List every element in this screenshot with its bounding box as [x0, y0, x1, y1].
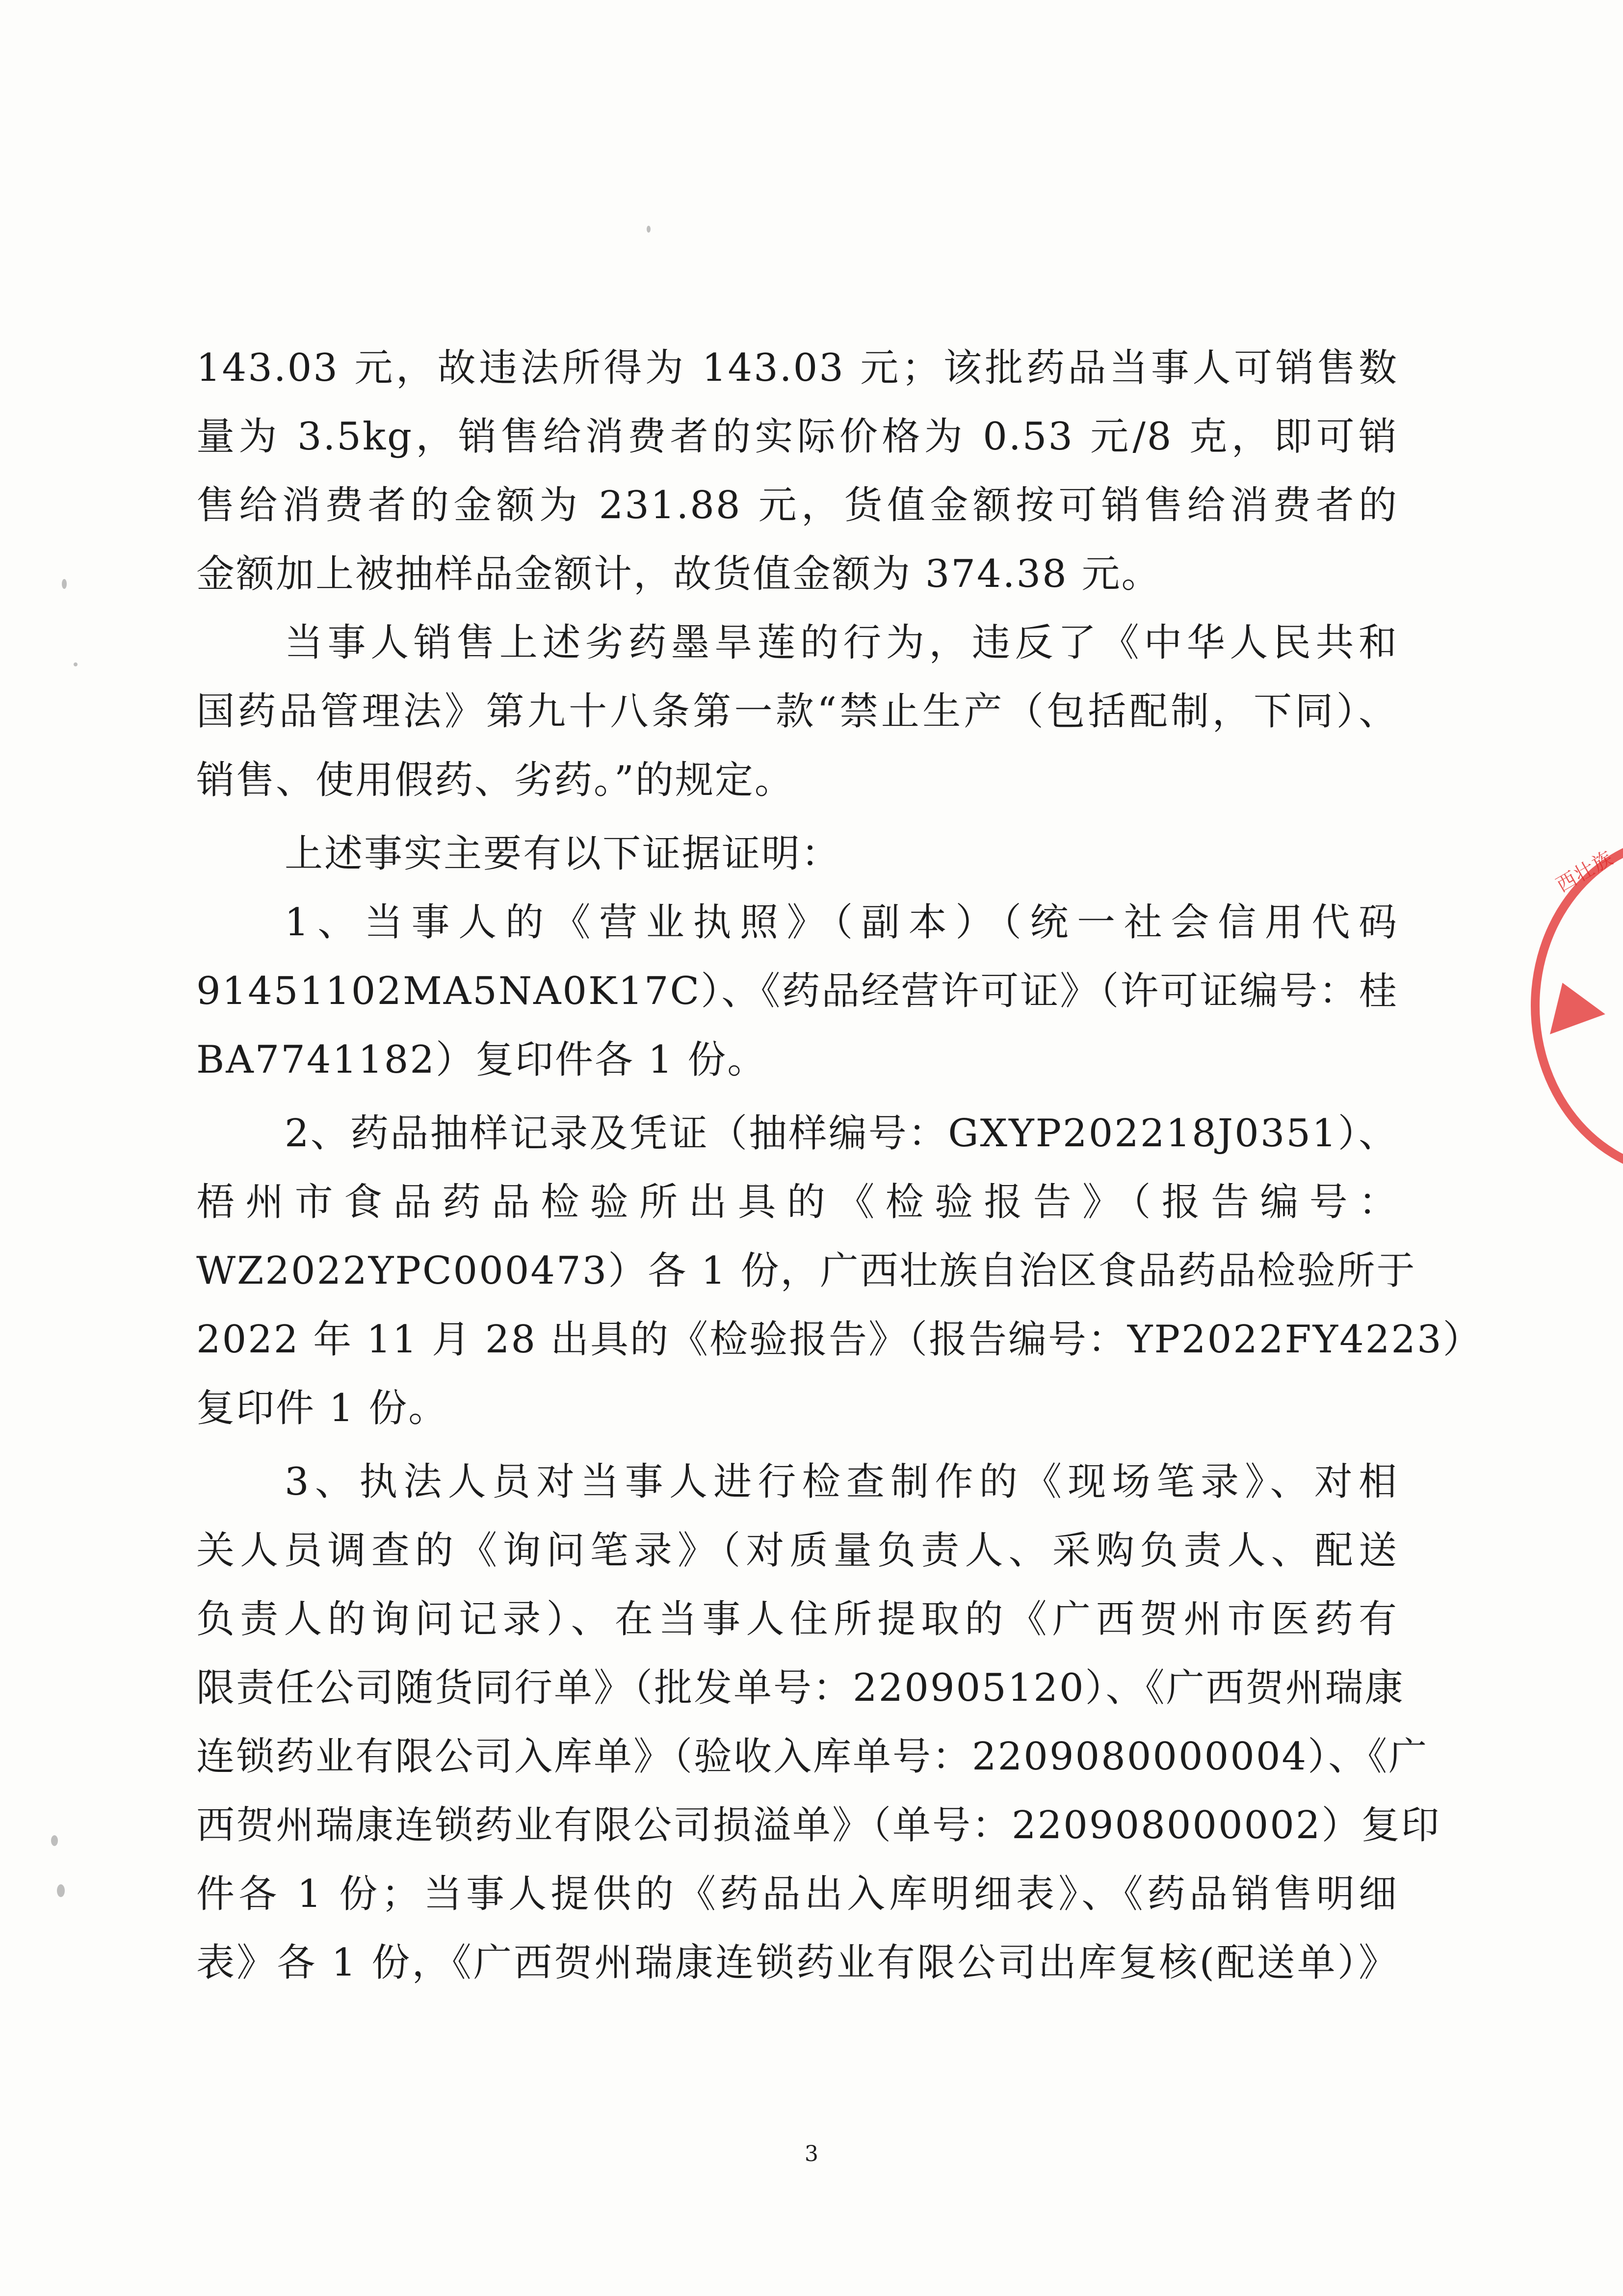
text-line: 量为 3.5kg，销售给消费者的实际价格为 0.53 元/8 克，即可销 — [196, 415, 1398, 459]
page-number: 3 — [805, 2141, 818, 2166]
text-line: 件各 1 份；当事人提供的《药品出入库明细表》、《药品销售明细 — [196, 1872, 1398, 1916]
scan-speck — [57, 1884, 65, 1897]
text-line: 限责任公司随货同行单》（批发单号：220905120）、《广西贺州瑞康 — [196, 1666, 1405, 1710]
text-line: 91451102MA5NA0K17C）、《药品经营许可证》（许可证编号：桂 — [196, 969, 1399, 1013]
evidence-item-3: 3、执法人员对当事人进行检查制作的《现场笔录》、对相 — [285, 1460, 1398, 1504]
red-seal — [1511, 815, 1623, 1197]
scan-speck — [51, 1835, 58, 1846]
scan-speck — [74, 662, 78, 666]
evidence-item-2: 2、药品抽样记录及凭证（抽样编号：GXYP202218J0351）、 — [285, 1111, 1398, 1156]
text-line: 复印件 1 份。 — [196, 1386, 448, 1430]
text-line: 负责人的询问记录）、在当事人住所提取的《广西贺州市医药有 — [196, 1597, 1398, 1641]
text-line: 国药品管理法》第九十八条第一款“禁止生产（包括配制，下同）、 — [196, 689, 1398, 734]
text-line: 关人员调查的《询问笔录》（对质量负责人、采购负责人、配送 — [196, 1529, 1398, 1573]
seal-text: 西壮族 — [1552, 846, 1618, 897]
text-line: 表》各 1 份，《广西贺州瑞康连锁药业有限公司出库复核(配送单）》 — [196, 1941, 1398, 1985]
text-line: WZ2022YPC000473）各 1 份，广西壮族自治区食品药品检验所于 — [196, 1249, 1416, 1293]
scan-speck — [62, 579, 67, 589]
evidence-item-1: 1、当事人的《营业执照》（副本）（统一社会信用代码 — [285, 900, 1398, 945]
text-line: 西贺州瑞康连锁药业有限公司损溢单》（单号：220908000002）复印 — [196, 1803, 1441, 1847]
text-line: 售给消费者的金额为 231.88 元，货值金额按可销售给消费者的 — [196, 483, 1398, 528]
paragraph-start-line: 上述事实主要有以下证据证明： — [285, 832, 841, 876]
text-line: 143.03 元，故违法所得为 143.03 元；该批药品当事人可销售数 — [196, 346, 1398, 390]
paragraph-start-line: 当事人销售上述劣药墨旱莲的行为，违反了《中华人民共和 — [285, 621, 1398, 665]
text-line: 销售、使用假药、劣药。”的规定。 — [196, 758, 794, 802]
text-line: BA7741182）复印件各 1 份。 — [196, 1038, 767, 1082]
text-line: 2022 年 11 月 28 出具的《检验报告》（报告编号：YP2022FY4223） — [196, 1318, 1483, 1362]
text-line: 金额加上被抽样品金额计，故货值金额为 374.38 元。 — [196, 552, 1161, 596]
scan-speck — [647, 226, 651, 233]
text-line: 梧州市食品药品检验所出具的《检验报告》（报告编号： — [196, 1180, 1398, 1224]
text-line: 连锁药业有限公司入库单》（验收入库单号：2209080000004）、《广 — [196, 1735, 1429, 1779]
